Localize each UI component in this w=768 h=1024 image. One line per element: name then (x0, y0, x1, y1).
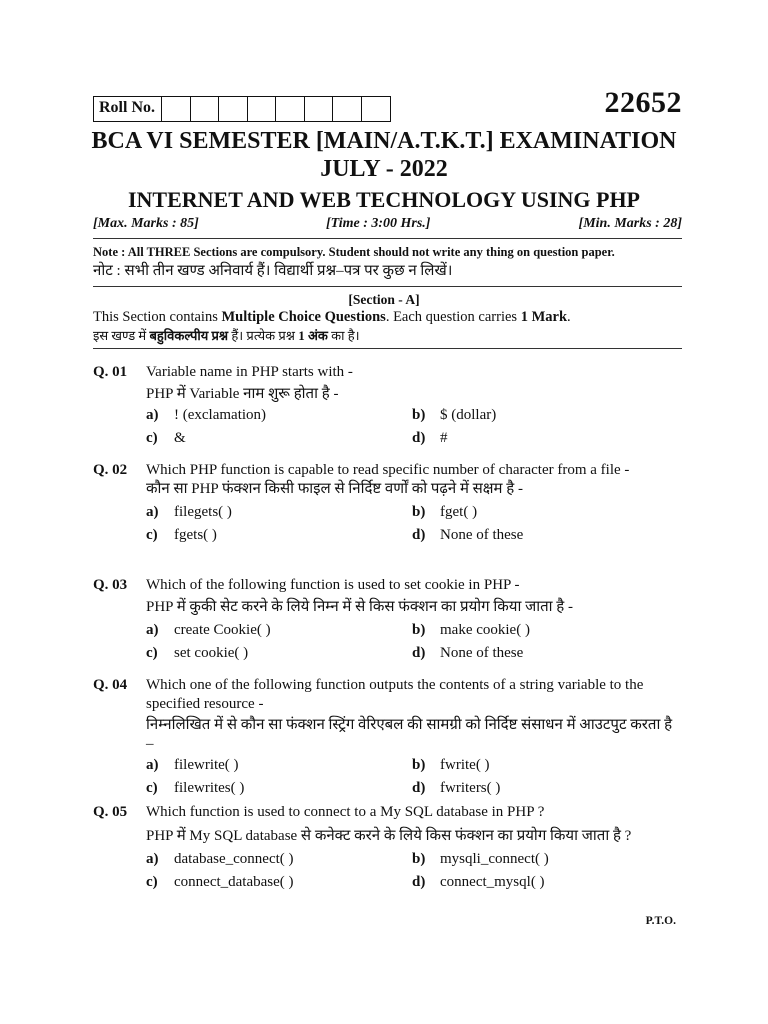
subject-title: INTERNET AND WEB TECHNOLOGY USING PHP (127, 187, 640, 212)
exam-time: [Time : 3:00 Hrs.] (326, 216, 431, 231)
note-english: Note : All THREE Sections are compulsory. Student should not write any thing on question paper. (93, 245, 615, 259)
option-a: a) filewrite( ) (146, 757, 239, 773)
max-marks: [Max. Marks : 85] (93, 216, 199, 231)
question-text-hindi: PHP में My SQL database से कनेक्ट करने के लिये किस फंक्शन का प्रयोग किया जाता है ? (146, 828, 632, 844)
option-c: c) filewrites( ) (146, 780, 245, 796)
option-a: a) ! (exclamation) (146, 407, 267, 423)
option-b: b) make cookie( ) (412, 622, 530, 638)
options (146, 850, 683, 896)
options (146, 406, 683, 452)
option-b: b) $ (dollar) (412, 407, 497, 423)
min-marks: [Min. Marks : 28] (578, 216, 682, 231)
section-description-hindi: इस खण्ड में बहुविकल्पीय प्रश्न हैं। प्रत्येक प्रश्न 1 अंक का है। (93, 328, 360, 343)
options (146, 503, 683, 549)
option-b: b) fget( ) (412, 504, 478, 520)
exam-session: JULY - 2022 (320, 156, 448, 182)
option-d: d) # (412, 430, 448, 446)
exam-title: BCA VI SEMESTER [MAIN/A.T.K.T.] EXAMINATION (91, 128, 677, 154)
page-turn-over: P.T.O. (645, 915, 676, 927)
option-d: d) None of these (412, 645, 524, 661)
option-a: a) filegets( ) (146, 504, 232, 520)
divider (93, 348, 682, 349)
roll-number-cell (333, 97, 362, 121)
options (146, 756, 683, 802)
question-5 (93, 803, 683, 896)
option-a: a) database_connect( ) (146, 851, 294, 867)
note-hindi: नोट : सभी तीन खण्ड अनिवार्य हैं। विद्यार्थी प्रश्न–पत्र पर कुछ न लिखें। (93, 263, 453, 279)
option-b: b) fwrite( ) (412, 757, 490, 773)
question-number: Q. 03 (93, 577, 128, 593)
question-text-hindi: कौन सा PHP फंक्शन किसी फाइल से निर्दिष्ट वर्णों को पढ़ने में सक्षम है - (146, 481, 523, 497)
question-text-hindi: PHP में Variable नाम शुरू होता है - (146, 386, 339, 402)
question-text: Variable name in PHP starts with - (146, 364, 353, 380)
option-c: c) fgets( ) (146, 527, 217, 543)
roll-number-cell (362, 97, 391, 121)
question-text: Which PHP function is capable to read specific number of character from a file - (146, 462, 630, 478)
question-text-hindi: PHP में कुकी सेट करने के लिये निम्न में से किस फंक्शन का प्रयोग किया जाता है - (146, 599, 574, 615)
question-text: Which of the following function is used to set cookie in PHP - (146, 577, 520, 593)
question-2 (93, 461, 683, 549)
options (146, 621, 683, 667)
question-number: Q. 04 (93, 677, 128, 693)
option-c: c) connect_database( ) (146, 874, 294, 890)
divider (93, 286, 682, 287)
roll-number-cell (248, 97, 277, 121)
question-3 (93, 576, 683, 667)
option-c: c) set cookie( ) (146, 645, 249, 661)
question-text-hindi: निम्नलिखित में से कौन सा फंक्शन स्ट्रिंग वेरिएबल की सामग्री को निर्दिष्ट संसाधन में आउटपुट करता है – (146, 717, 673, 752)
roll-number-cell (191, 97, 220, 121)
roll-number-box (93, 96, 391, 122)
question-number: Q. 05 (93, 804, 128, 820)
option-d: d) None of these (412, 527, 524, 543)
roll-number-label: Roll No. (94, 97, 162, 121)
paper-code: 22652 (604, 86, 682, 119)
question-text: Which one of the following function outputs the contents of a string variable to the specified resource - (146, 677, 644, 712)
roll-number-cell (276, 97, 305, 121)
divider (93, 238, 682, 239)
question-1 (93, 363, 683, 452)
section-heading: [Section - A] (348, 292, 420, 307)
roll-number-cell (162, 97, 191, 121)
question-number: Q. 01 (93, 364, 128, 380)
option-a: a) create Cookie( ) (146, 622, 271, 638)
question-text: Which function is used to connect to a My SQL database in PHP ? (146, 804, 545, 820)
question-number: Q. 02 (93, 462, 128, 478)
question-4 (93, 676, 683, 802)
roll-number-cell (305, 97, 334, 121)
option-d: d) fwriters( ) (412, 780, 501, 796)
roll-number-cell (219, 97, 248, 121)
option-c: c) & (146, 430, 186, 446)
option-d: d) connect_mysql( ) (412, 874, 545, 890)
section-description-english: This Section contains Multiple Choice Questions. Each question carries 1 Mark. (93, 309, 571, 325)
option-b: b) mysqli_connect( ) (412, 851, 549, 867)
